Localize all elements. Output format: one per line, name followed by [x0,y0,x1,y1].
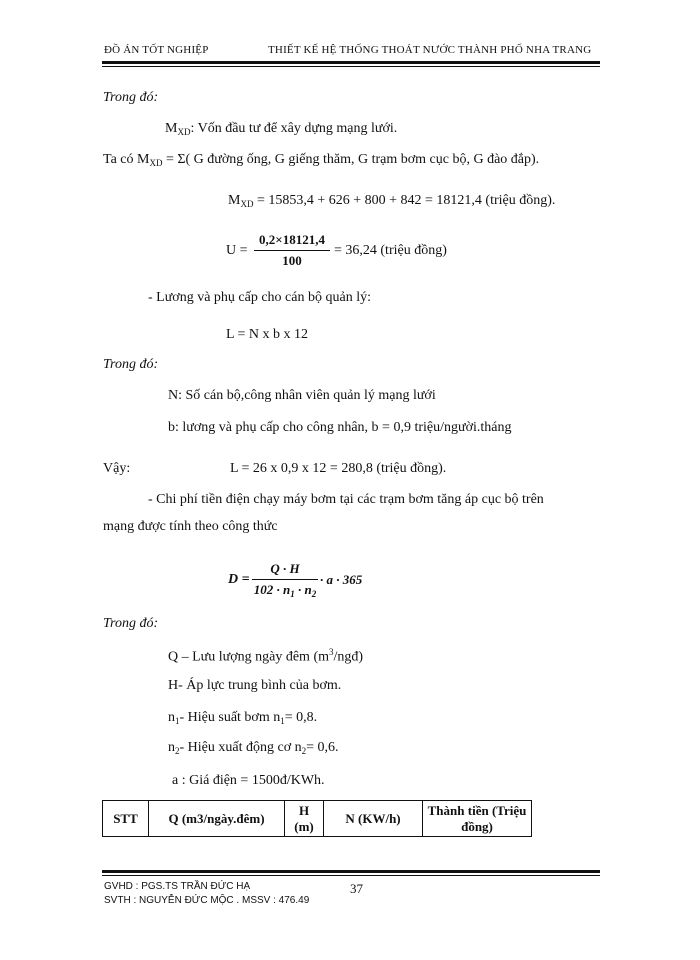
cost-table [102,800,532,837]
h-definition: H- Áp lực trung bình của bơm. [168,678,342,693]
chi-phi-line-1: - Chi phí tiền điện chạy máy bơm tại các trạm bơm tăng áp cục bộ trên [148,492,544,507]
d-fraction-bar [252,579,318,580]
n1-definition [168,710,317,726]
mxd-subscript: XD [177,127,191,137]
u-fraction [254,232,330,269]
sum-symbol: M [228,193,241,208]
mxd-sum-line [228,193,555,209]
d-den-s1: 1 [290,589,295,599]
col-stt: STT [103,801,149,837]
footer-rule-thin [102,875,600,876]
u-lhs: U = [226,243,248,258]
ta-co-line [103,152,539,168]
d-lhs: D = [228,572,250,587]
mxd-desc: : Vốn đầu tư để xây dựng mạng lưới. [190,121,398,136]
table-header-row [103,801,532,837]
ta-co-sub: XD [149,158,163,168]
footer-rule [102,870,600,873]
mxd-definition [165,121,397,137]
header-left: ĐỒ ÁN TỐT NGHIỆP [104,44,209,56]
n2-post: = 0,6. [306,740,339,755]
header-rule [102,61,600,64]
n2-pre: n [168,740,175,755]
n1-mid: - Hiệu suất bơm n [179,710,281,725]
u-rhs: = 36,24 (triệu đồng) [334,243,447,258]
col-q: Q (m3/ngày.đêm) [149,801,285,837]
trong-do-label-3: Trong đó: [103,616,159,631]
vay-label: Vậy: [103,461,131,476]
header-rule-thin [102,66,600,67]
header-right: THIẾT KẾ HỆ THỐNG THOÁT NƯỚC THÀNH PHỐ NHA TRANG [268,44,592,56]
n2-mid: - Hiệu xuất động cơ n [179,740,302,755]
luong-line: - Lương và phụ cấp cho cán bộ quản lý: [148,290,371,305]
d-den-mid: · n [294,582,312,597]
q-sup: 3 [329,647,334,657]
d-den-s2: 2 [311,589,317,599]
n-definition: N: Số cán bộ,công nhân viên quản lý mạng lưới [168,388,436,403]
n1-sub-2: 1 [280,716,285,726]
q-post: /ngđ) [333,649,364,665]
mxd-symbol: M [165,121,178,136]
n2-sub: 2 [175,746,180,756]
d-den-pre: 102 · n [253,582,291,597]
q-pre: Q – Lưu lượng ngày đêm (m [168,649,329,665]
vay-formula: L = 26 x 0,9 x 12 = 280,8 (triệu đồng). [230,461,447,476]
footer-gvhd: GVHD : PGS.TS TRẦN ĐỨC HẠ [104,881,251,892]
col-n: N (KW/h) [324,801,423,837]
d-denominator [252,582,318,599]
a-definition: a : Giá điện = 1500đ/KWh. [172,773,325,788]
l-formula: L = N x b x 12 [226,327,309,342]
page-number: 37 [350,881,363,896]
ta-co-pre: Ta có M [103,152,150,167]
trong-do-label-2: Trong đó: [103,357,159,372]
footer-svth: SVTH : NGUYỄN ĐỨC MỘC . MSSV : 476.49 [104,895,310,906]
chi-phi-line-2: mạng được tính theo công thức [103,519,278,534]
ta-co-rest: = Σ( G đường ống, G giếng thăm, G trạm bơm cục bộ, G đào đắp). [162,152,540,167]
d-rhs: · a · 365 [320,572,363,587]
n1-pre: n [168,710,175,725]
q-definition [168,647,363,666]
n1-post: = 0,8. [284,710,318,725]
d-numerator: Q · H [270,561,300,576]
trong-do-label: Trong đó: [103,90,159,105]
col-h: H (m) [285,801,324,837]
d-fraction [252,561,318,599]
u-denominator: 100 [282,253,302,268]
col-thanh-tien: Thành tiền (Triệu đồng) [423,801,532,837]
b-definition: b: lương và phụ cấp cho công nhân, b = 0,9 triệu/người.tháng [168,420,512,435]
n1-sub: 1 [175,716,180,726]
n2-sub-2: 2 [301,746,307,756]
u-numerator: 0,2×18121,4 [259,232,325,247]
n2-definition [168,740,339,756]
u-fraction-bar [254,250,330,251]
sum-rest: = 15853,4 + 626 + 800 + 842 = 18121,4 (triệu đồng). [253,193,556,208]
sum-subscript: XD [240,199,254,209]
